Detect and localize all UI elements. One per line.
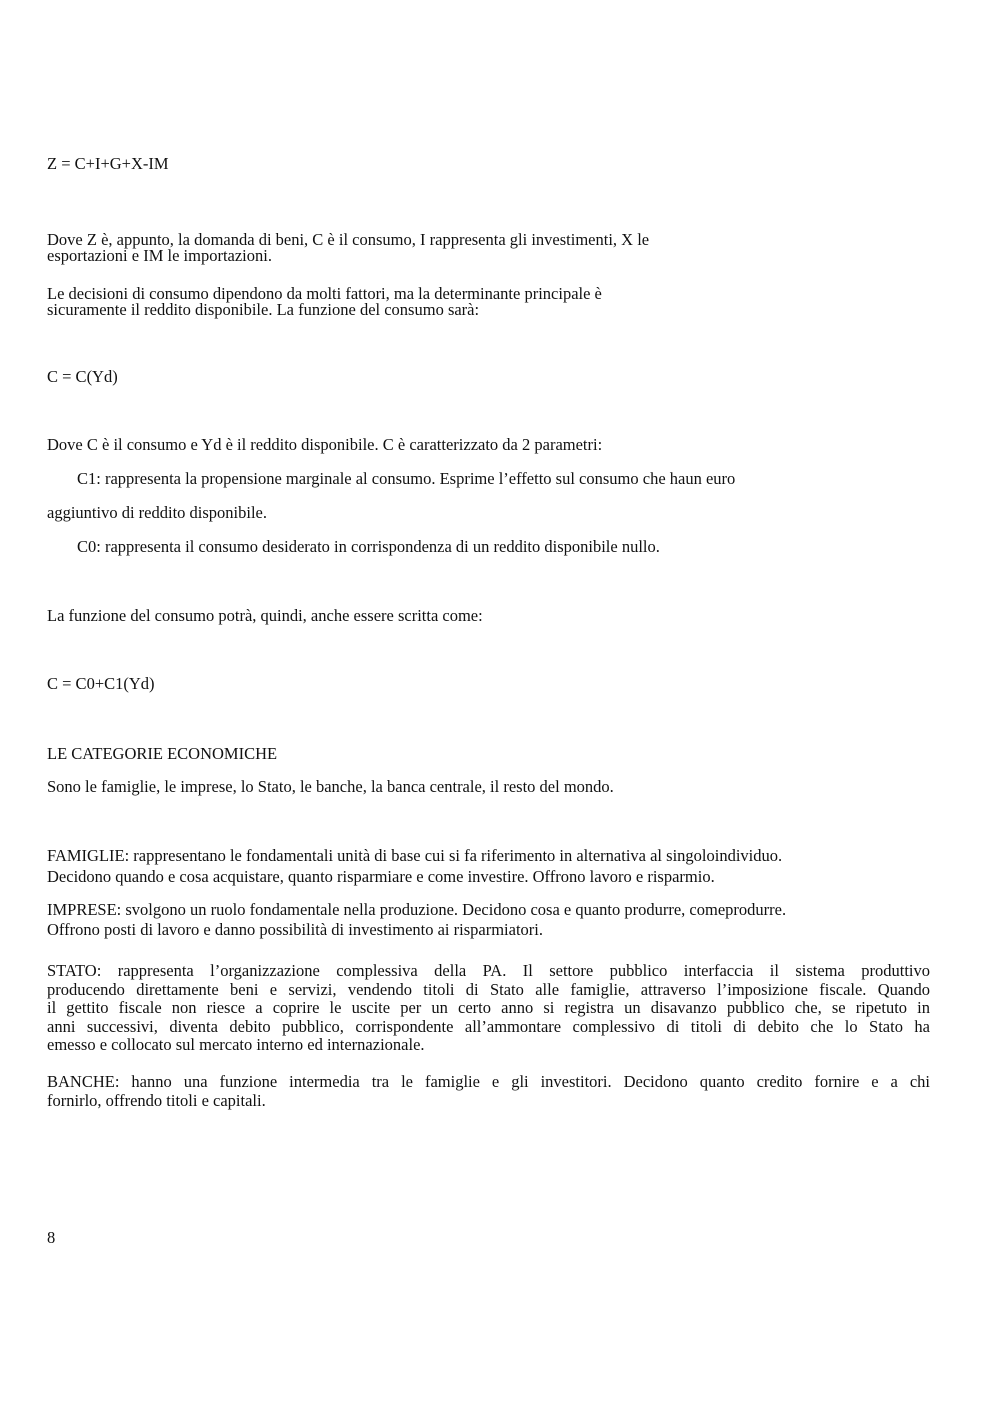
page-number: 8: [47, 1228, 56, 1247]
stato-line-1: STATO: rappresenta l’organizzazione complessiva della PA. Il settore pubblico interfaccia il sistema produttivo: [47, 961, 930, 980]
paragraph-categories: Sono le famiglie, le imprese, lo Stato, le banche, la banca centrale, il resto del mondo.: [47, 777, 614, 796]
famiglie-line-1: FAMIGLIE: rappresentano le fondamentali unità di base cui si fa riferimento in alternativa al singoloindividuo.: [47, 846, 783, 865]
formula-demand: Z = C+I+G+X-IM: [47, 154, 169, 173]
paragraph-demand-line-1: Dove Z è, appunto, la domanda di beni, C è il consumo, I rappresenta gli investimenti, X le: [47, 230, 650, 249]
paragraph-function: La funzione del consumo potrà, quindi, anche essere scritta come:: [47, 606, 483, 625]
imprese-line-2: Offrono posti di lavoro e danno possibilità di investimento ai risparmiatori.: [47, 919, 543, 939]
imprese-line-1: IMPRESE: svolgono un ruolo fondamentale nella produzione. Decidono cosa e quanto produrre, comeprodurre.: [47, 900, 787, 919]
section-heading-categories: LE CATEGORIE ECONOMICHE: [47, 744, 278, 763]
paragraph-parameters: Dove C è il consumo e Yd è il reddito disponibile. C è caratterizzato da 2 parametri:: [47, 435, 603, 454]
stato-line-5: emesso e collocato sul mercato interno ed internazionale.: [47, 1035, 425, 1054]
c1-definition-line-2: aggiuntivo di reddito disponibile.: [47, 503, 267, 522]
stato-line-4: anni successivi, diventa debito pubblico, corrispondente all’ammontare complessivo di titoli di debito che lo Stato ha: [47, 1016, 930, 1036]
paragraph-stato: [47, 962, 930, 1055]
paragraph-banche: [47, 1073, 930, 1110]
formula-consumption: C = C(Yd): [47, 367, 118, 386]
paragraph-consumption-line-1: Le decisioni di consumo dipendono da molti fattori, ma la determinante principale è: [47, 284, 602, 303]
famiglie-line-2: Decidono quando e cosa acquistare, quanto risparmiare e come investire. Offrono lavoro e risparmio.: [47, 866, 715, 886]
c0-definition: C0: rappresenta il consumo desiderato in corrispondenza di un reddito disponibile nullo.: [77, 537, 660, 556]
paragraph-demand-line-2: esportazioni e IM le importazioni.: [47, 246, 272, 265]
paragraph-famiglie: [47, 846, 930, 887]
stato-line-3: il gettito fiscale non riesce a coprire le uscite per un certo anno si registra un disavanzo pubblico che, se ripetuto in: [47, 998, 930, 1017]
paragraph-consumption-line-2: sicuramente il reddito disponibile. La funzione del consumo sarà:: [47, 300, 480, 319]
formula-linear-consumption: C = C0+C1(Yd): [47, 674, 155, 693]
banche-line-2: fornirlo, offrendo titoli e capitali.: [47, 1090, 266, 1110]
banche-line-1: BANCHE: hanno una funzione intermedia tra le famiglie e gli investitori. Decidono quanto credito fornire e a chi: [47, 1072, 930, 1091]
c1-definition-line-1: C1: rappresenta la propensione marginale al consumo. Esprime l’effetto sul consumo che haun euro: [77, 469, 736, 488]
stato-line-2: producendo direttamente beni e servizi, vendendo titoli di Stato alle famiglie, attraverso l’imposizione fiscale. Quando: [47, 979, 930, 999]
paragraph-imprese: [47, 900, 930, 939]
